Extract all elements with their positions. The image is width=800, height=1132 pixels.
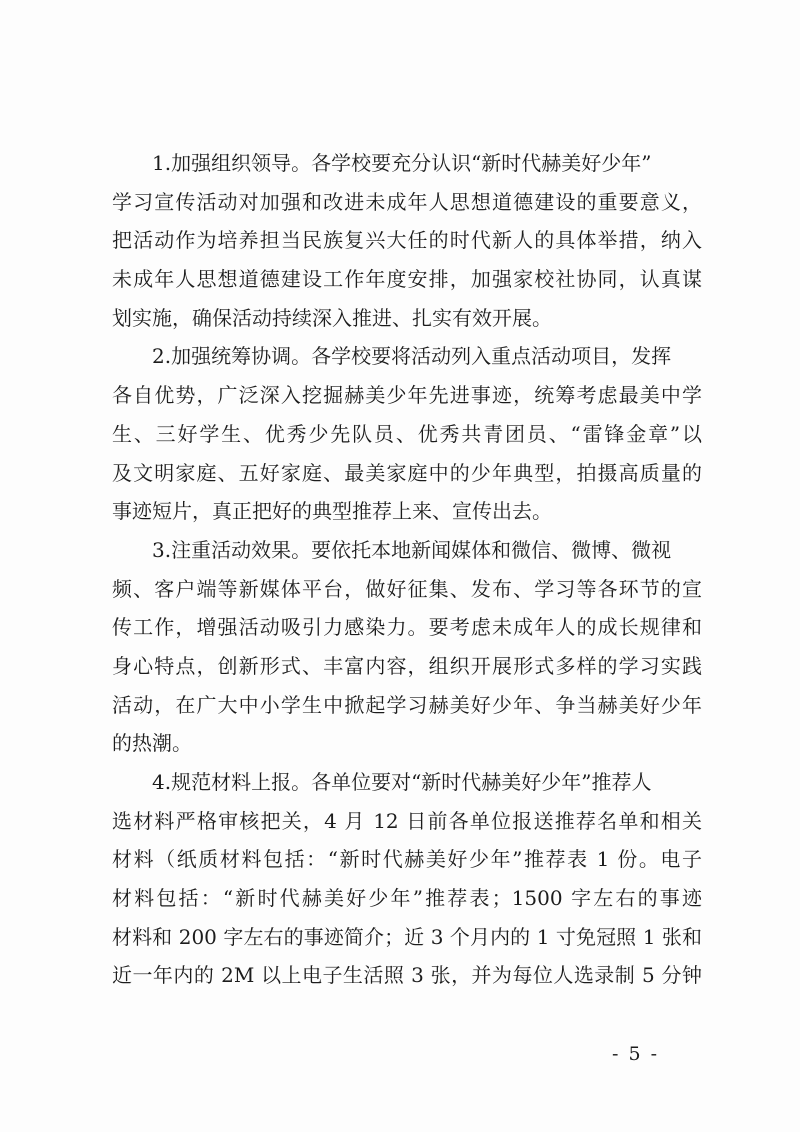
paragraph-2-line-3: 生、三好学生、优秀少先队员、优秀共青团员、“雷锋金章”以 (112, 421, 702, 446)
paragraph-4-line-5: 材料和 200 字左右的事迹简介；近 3 个月内的 1 寸免冠照 1 张和 (112, 924, 702, 949)
paragraph-4-line-3: 材料（纸质材料包括：“新时代赫美好少年”推荐表 1 份。电子 (112, 847, 702, 872)
paragraph-1-line-4: 未成年人思想道德建设工作年度安排，加强家校社协同，认真谋 (112, 267, 702, 292)
paragraph-2-line-5: 事迹短片，真正把好的典型推荐上来、宣传出去。 (112, 499, 552, 524)
paragraph-1-line-5: 划实施，确保活动持续深入推进、扎实有效开展。 (112, 305, 552, 330)
paragraph-2-line-4: 及文明家庭、五好家庭、最美家庭中的少年典型，拍摄高质量的 (112, 460, 702, 485)
paragraph-3-line-1: 3.注重活动效果。要依托本地新闻媒体和微信、微博、微视 (152, 537, 672, 562)
paragraph-4-line-2: 选材料严格审核把关，4 月 12 日前各单位报送推荐名单和相关 (112, 808, 702, 833)
paragraph-1-line-1: 1.加强组织领导。各学校要充分认识“新时代赫美好少年” (152, 151, 652, 175)
paragraph-3-line-2: 频、客户端等新媒体平台，做好征集、发布、学习等各环节的宣 (112, 576, 702, 601)
paragraph-4-line-1: 4.规范材料上报。各单位要对“新时代赫美好少年”推荐人 (152, 770, 652, 794)
paragraph-3-line-4: 身心特点，创新形式、丰富内容，组织开展形式多样的学习实践 (112, 653, 702, 678)
paragraph-2-line-2: 各自优势，广泛深入挖掘赫美少年先进事迹，统筹考虑最美中学 (112, 383, 702, 408)
paragraph-1-line-3: 把活动作为培养担当民族复兴大任的时代新人的具体举措，纳入 (112, 228, 702, 253)
paragraph-4-line-6: 近一年内的 2M 以上电子生活照 3 张，并为每位人选录制 5 分钟 (112, 963, 702, 988)
body-text (112, 144, 702, 995)
page-number: - 5 - (612, 1043, 660, 1065)
paragraph-3-line-3: 传工作，增强活动吸引力感染力。要考虑未成年人的成长规律和 (112, 615, 702, 640)
paragraph-1-line-2: 学习宣传活动对加强和改进未成年人思想道德建设的重要意义， (112, 189, 702, 214)
paragraph-3-line-6: 的热潮。 (112, 731, 192, 756)
paragraph-4-line-4: 材料包括：“新时代赫美好少年”推荐表；1500 字左右的事迹 (112, 886, 702, 911)
paragraph-2-line-1: 2.加强统筹协调。各学校要将活动列入重点活动项目，发挥 (152, 344, 672, 369)
paragraph-3-line-5: 活动，在广大中小学生中掀起学习赫美好少年、争当赫美好少年 (112, 692, 702, 717)
